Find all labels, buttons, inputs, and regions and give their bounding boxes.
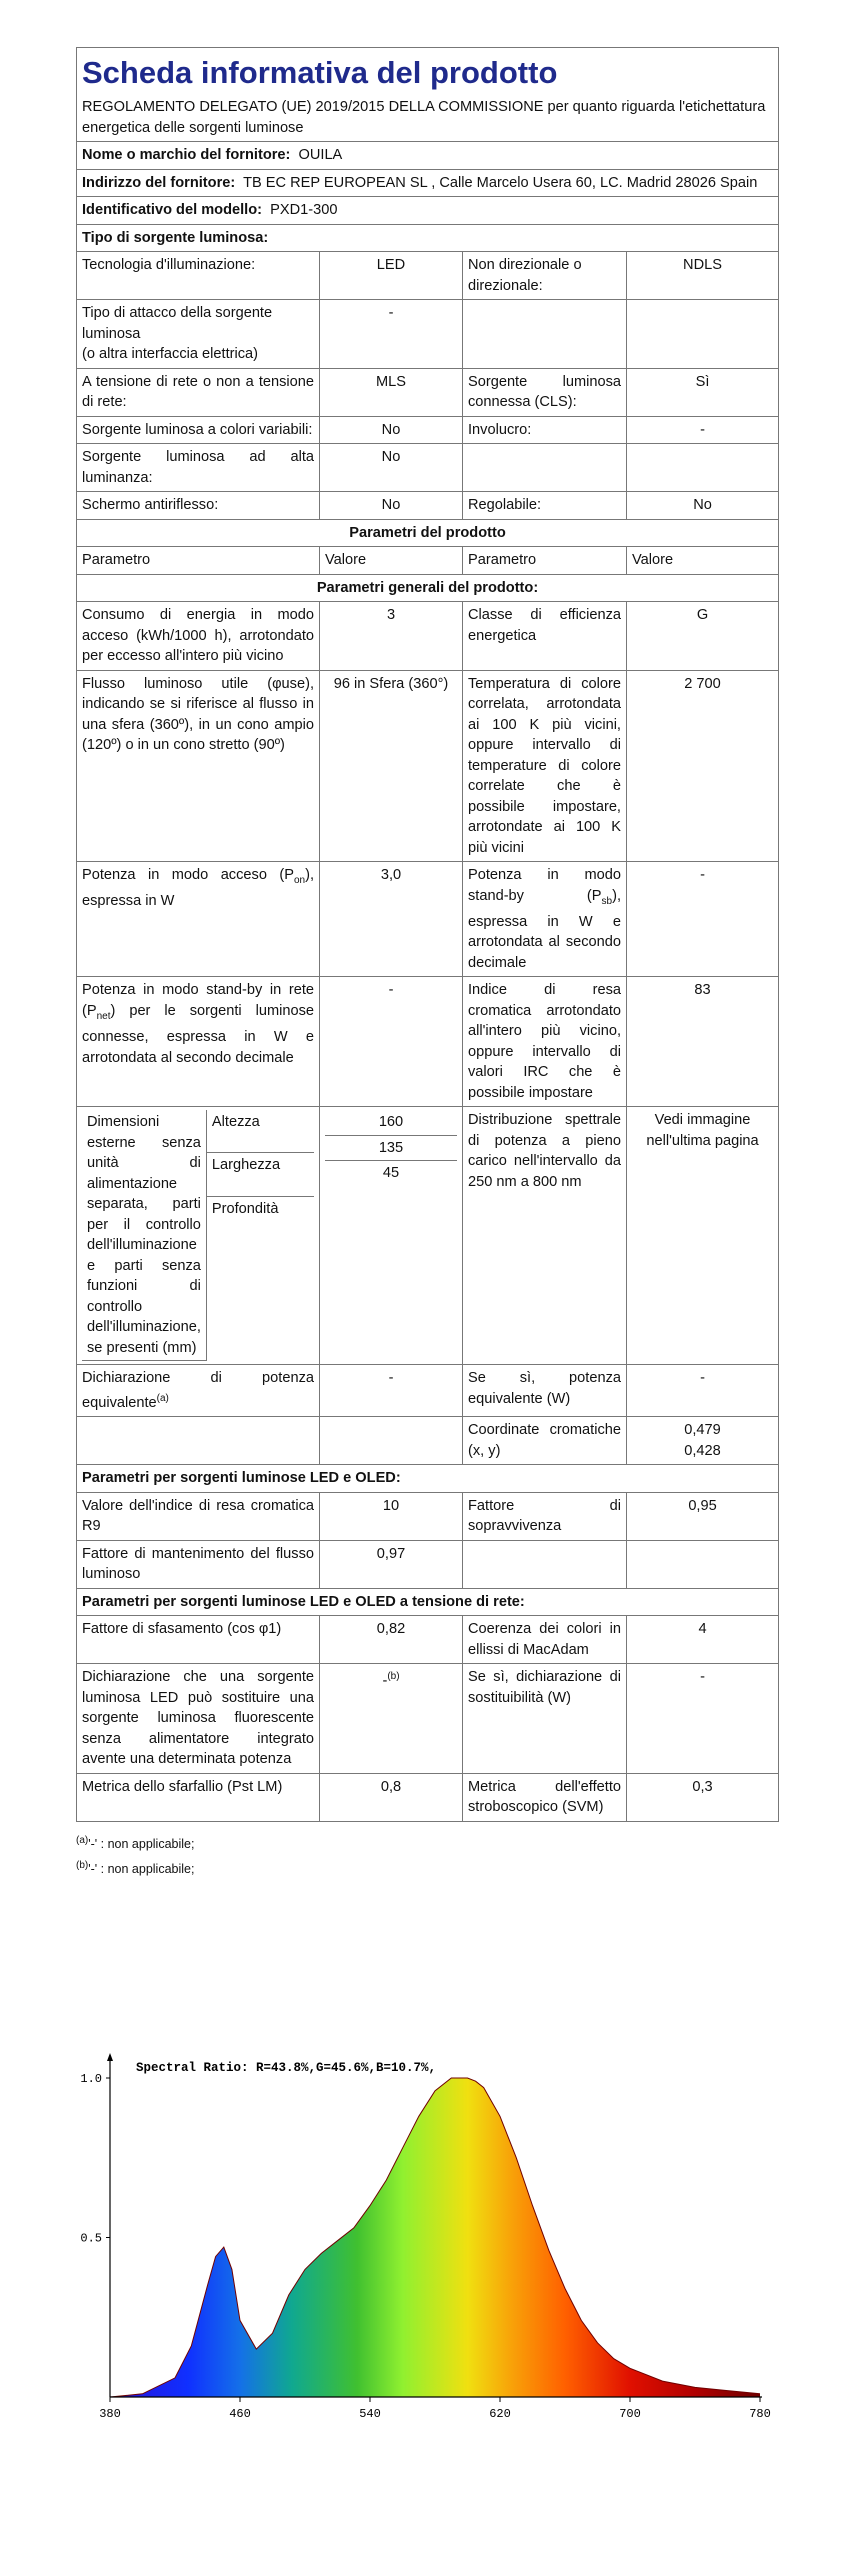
chart-title: Spectral Ratio: R=43.8%,G=45.6%,B=10.7%,	[136, 2061, 437, 2075]
dimensions-row	[77, 1107, 779, 1365]
params-heading-row	[77, 519, 779, 547]
lumen-maintenance-value: 0,97	[320, 1540, 463, 1588]
equivalent-power-value: -	[320, 1365, 463, 1417]
empty-cell	[627, 1540, 779, 1588]
empty-cell	[463, 444, 627, 492]
networked-standby-row	[77, 977, 779, 1107]
dimmable-value: No	[627, 492, 779, 520]
chromaticity-y: 0,428	[684, 1442, 721, 1459]
x-tick-label: 780	[749, 2407, 771, 2421]
r9-row	[77, 1492, 779, 1540]
replacement-label: Dichiarazione che una sorgente luminosa LED può sostituire una sorgente luminosa fluorescente senza alimentatore integrato avente una determinata potenza	[77, 1664, 320, 1774]
replacement-w-value: -	[627, 1664, 779, 1774]
spectral-distribution-label: Distribuzione spettrale di potenza a pieno carico nell'intervallo da 250 nm a 800 nm	[463, 1107, 627, 1365]
general-heading-row	[77, 574, 779, 602]
luminous-flux-value: 96 in Sfera (360°)	[320, 670, 463, 862]
cri-value: 83	[627, 977, 779, 1107]
cri-label: Indice di resa cromatica arrotondato all'intero più vicino, oppure intervallo di valori IRC che è possibile impostare	[463, 977, 627, 1107]
flux-row	[77, 670, 779, 862]
envelope-value: -	[627, 416, 779, 444]
depth-value: 45	[382, 1165, 400, 1182]
colour-row	[77, 416, 779, 444]
x-tick-label: 700	[619, 2407, 641, 2421]
equivalent-power-label: Dichiarazione di potenza equivalente$^{(a)}$	[77, 1365, 320, 1417]
product-sheet-table	[76, 47, 779, 1822]
chromaticity-x: 0,479	[684, 1422, 721, 1439]
survival-factor-label: Fattore di sopravvivenza	[463, 1492, 627, 1540]
width-label: Larghezza	[206, 1153, 314, 1196]
source-type-heading: Tipo di sorgente luminosa:	[77, 224, 779, 252]
chromaticity-label: Coordinate cromatiche (x, y)	[463, 1417, 627, 1465]
empty-cell	[77, 1417, 320, 1465]
led-heading-row	[77, 1465, 779, 1493]
stroboscopic-value: 0,3	[627, 1773, 779, 1821]
spectral-distribution-value: Vedi immagine nell'ultima pagina	[627, 1107, 779, 1365]
colour-tunable-label: Sorgente luminosa a colori variabili:	[77, 416, 320, 444]
flicker-value: 0,8	[320, 1773, 463, 1821]
stroboscopic-label: Metrica dell'effetto stroboscopico (SVM)	[463, 1773, 627, 1821]
power-on-label: Potenza in modo acceso $(P_{on})$, espressa in W	[77, 862, 320, 977]
replacement-value: -$^{(b)}$	[320, 1664, 463, 1774]
footnote-a: $^{(a)}$'-' : non applicabile;	[76, 1834, 195, 1851]
spectrum-area	[110, 2078, 760, 2397]
column-header-parameter-2: Parametro	[463, 547, 627, 575]
depth-label: Profondità	[211, 1200, 279, 1217]
x-tick-label: 620	[489, 2407, 511, 2421]
supplier-address-value: TB EC REP EUROPEAN SL , Calle Marcelo Usera 60, LC. Madrid 28026 Spain	[243, 174, 758, 191]
chromaticity-row	[77, 1417, 779, 1465]
params-column-header-row	[77, 547, 779, 575]
high-luminance-row	[77, 444, 779, 492]
replacement-row	[77, 1664, 779, 1774]
supplier-name-value: OUILA	[298, 147, 343, 163]
y-tick-label: 0.5	[80, 2231, 102, 2246]
macadam-label: Coerenza dei colori in ellissi di MacAdam	[463, 1616, 627, 1664]
width-value: 135	[325, 1135, 457, 1161]
cls-value: Sì	[627, 368, 779, 416]
footnotes	[76, 1830, 778, 1880]
power-standby-value: -	[627, 862, 779, 977]
glare-label: Schermo antiriflesso:	[77, 492, 320, 520]
mains-row	[77, 368, 779, 416]
networked-standby-label: Potenza in modo stand-by in rete $(P_{net})$ per le sorgenti luminose connesse, espressa in W e arrotondata al secondo decimale	[77, 977, 320, 1107]
height-value: 160	[325, 1110, 457, 1135]
glare-row	[77, 492, 779, 520]
power-factor-value: 0,82	[320, 1616, 463, 1664]
r9-label: Valore dell'indice di resa cromatica R9	[77, 1492, 320, 1540]
technology-row	[77, 252, 779, 300]
high-luminance-value: No	[320, 444, 463, 492]
empty-cell	[627, 300, 779, 369]
empty-cell	[627, 444, 779, 492]
energy-consumption-label: Consumo di energia in modo acceso (kWh/1000 h), arrotondato per eccesso all'intero più vicino	[77, 602, 320, 671]
model-label: Identificativo del modello:	[82, 202, 263, 218]
energy-row	[77, 602, 779, 671]
high-luminance-label: Sorgente luminosa ad alta luminanza:	[77, 444, 320, 492]
empty-cell	[463, 1540, 627, 1588]
page-title: Scheda informativa del prodotto	[82, 55, 558, 90]
dimensions-label: Dimensioni esterne senza unità di alimentazione separata, parti per il controllo dell'illuminazione e parti senza funzioni di controllo dell'illuminazione, se presenti (mm)	[82, 1110, 206, 1361]
equivalent-power-row	[77, 1365, 779, 1417]
product-information-sheet	[76, 47, 778, 1880]
mains-params-heading: Parametri per sorgenti luminose LED e OLED a tensione di rete:	[77, 1588, 779, 1616]
flicker-label: Metrica dello sfarfallio (Pst LM)	[77, 1773, 320, 1821]
column-header-parameter: Parametro	[77, 547, 320, 575]
supplier-name-row	[77, 142, 779, 170]
dimmable-label: Regolabile:	[463, 492, 627, 520]
lumen-maintenance-label: Fattore di mantenimento del flusso luminoso	[77, 1540, 320, 1588]
dimensions-subtable	[82, 1110, 314, 1361]
dimensions-values-subtable	[325, 1110, 457, 1186]
led-params-heading: Parametri per sorgenti luminose LED e OLED:	[77, 1465, 779, 1493]
y-tick-label: 1.0	[80, 2072, 102, 2086]
general-params-heading: Parametri generali del prodotto:	[77, 574, 779, 602]
cct-label: Temperatura di colore correlata, arrotondata ai 100 K più vicini, oppure intervallo di temperature di colore correlate che è possibile impostare, arrotondate ai 100 K più vicini	[463, 670, 627, 862]
source-type-heading-row	[77, 224, 779, 252]
efficiency-class-value: G	[627, 602, 779, 671]
params-heading: Parametri del prodotto	[77, 519, 779, 547]
directional-label: Non direzionale o direzionale:	[463, 252, 627, 300]
cct-value: 2 700	[627, 670, 779, 862]
networked-standby-value: -	[320, 977, 463, 1107]
power-on-row	[77, 862, 779, 977]
directional-value: NDLS	[627, 252, 779, 300]
cap-row	[77, 300, 779, 369]
efficiency-class-label: Classe di efficienza energetica	[463, 602, 627, 671]
technology-value: LED	[320, 252, 463, 300]
colour-tunable-value: No	[320, 416, 463, 444]
x-tick-label: 540	[359, 2407, 381, 2421]
supplier-name-label: Nome o marchio del fornitore:	[82, 147, 291, 163]
spectrum-svg	[0, 2015, 853, 2435]
page-subtitle: REGOLAMENTO DELEGATO (UE) 2019/2015 DELLA COMMISSIONE per quanto riguarda l'etichettatura energetica delle sorgenti luminose	[82, 99, 766, 136]
cap-label-2: (o altra interfaccia elettrica)	[82, 346, 259, 362]
x-tick-label: 460	[229, 2407, 251, 2421]
flicker-row	[77, 1773, 779, 1821]
model-row	[77, 197, 779, 225]
glare-value: No	[320, 492, 463, 520]
replacement-w-label: Se sì, dichiarazione di sostituibilità (W)	[463, 1664, 627, 1774]
power-standby-label: Potenza in modo stand-by $(P_{sb})$, espressa in W e arrotondata al secondo decimale	[463, 862, 627, 977]
dimensions-values-cell	[320, 1107, 463, 1365]
empty-cell	[320, 1417, 463, 1465]
y-axis-arrow	[107, 2053, 113, 2061]
survival-factor-value: 0,95	[627, 1492, 779, 1540]
cls-label: Sorgente luminosa connessa (CLS):	[463, 368, 627, 416]
luminous-flux-label: Flusso luminoso utile (φuse), indicando se si riferisce al flusso in una sfera (360º), in un cono ampio (120º) o in un cono stretto (90º)	[77, 670, 320, 862]
mains-label: A tensione di rete o non a tensione di rete:	[77, 368, 320, 416]
mains-heading-row	[77, 1588, 779, 1616]
cap-value: -	[320, 300, 463, 369]
column-header-value-2: Valore	[627, 547, 779, 575]
x-tick-label: 380	[99, 2407, 121, 2421]
cap-label: Tipo di attacco della sorgente luminosa	[82, 305, 273, 342]
equivalent-power-w-label: Se sì, potenza equivalente (W)	[463, 1365, 627, 1417]
model-value: PXD1-300	[270, 202, 338, 218]
lumen-maintenance-row	[77, 1540, 779, 1588]
empty-cell	[463, 300, 627, 369]
mains-value: MLS	[320, 368, 463, 416]
footnote-b: $^{(b)}$'-' : non applicabile;	[76, 1859, 195, 1877]
technology-label: Tecnologia d'illuminazione:	[77, 252, 320, 300]
height-label: Altezza	[206, 1110, 314, 1153]
chromaticity-value	[627, 1417, 779, 1465]
header-row	[77, 48, 779, 142]
spectral-distribution-chart	[0, 2015, 853, 2435]
dimensions-cell	[77, 1107, 320, 1365]
equivalent-power-w-value: -	[627, 1365, 779, 1417]
energy-consumption-value: 3	[320, 602, 463, 671]
column-header-value: Valore	[320, 547, 463, 575]
supplier-address-row	[77, 169, 779, 197]
macadam-value: 4	[627, 1616, 779, 1664]
envelope-label: Involucro:	[463, 416, 627, 444]
supplier-address-label: Indirizzo del fornitore:	[82, 174, 236, 191]
power-factor-label: Fattore di sfasamento (cos φ1)	[77, 1616, 320, 1664]
power-factor-row	[77, 1616, 779, 1664]
r9-value: 10	[320, 1492, 463, 1540]
power-on-value: 3,0	[320, 862, 463, 977]
